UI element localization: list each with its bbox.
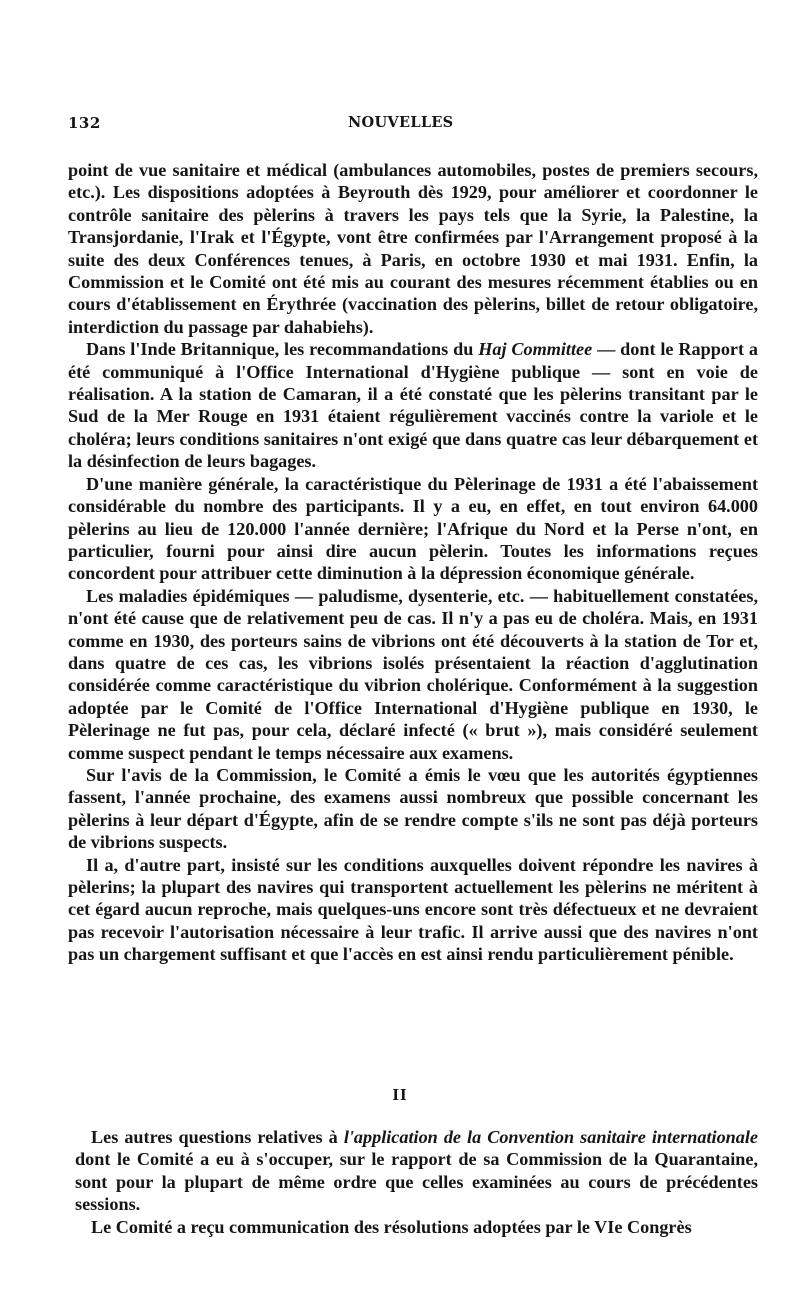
page-number: 132 [68,114,101,132]
paragraph-pilgrim-ships: Il a, d'autre part, insisté sur les conditions auxquelles doivent répondre les navires à pèlerins; la plupart des navires qui transportent actuellement les pèlerins ne méritent à cet égard aucun reproche, mais quelques-uns encore sont très défectueux et ne devraient pas recevoir l'autorisation nécessaire à leur trafic. Il arrive aussi que des navires n'ont pas un chargement suffisant et que l'accès en est ainsi rendu particulièrement pénible. [68,854,758,965]
main-text-block [68,159,758,966]
section-heading-roman: II [392,1085,408,1104]
paragraph-text: Dans l'Inde Britannique, les recommandations du [86,339,479,360]
paragraph-pilgrim-numbers: D'une manière générale, la caractéristique du Pèlerinage de 1931 a été l'abaissement considérable du nombre des participants. Il y a eu, en effet, en tout environ 64.000 pèlerins au lieu de 120.000 l'année dernière; l'Afrique du Nord et la Perse n'ont, en particulier, fourni pour ainsi dire aucun pèlerin. Toutes les informations reçues concordent pour attribuer cette diminution à la dépression économique générale. [68,473,758,584]
section-title: NOUVELLES [348,114,454,131]
paragraph-convention-questions [75,1126,758,1216]
paragraph-congress-resolutions: Le Comité a reçu communication des résolutions adoptées par le VIe Congrès [91,1216,692,1237]
paragraph-epidemic-diseases: Les maladies épidémiques — paludisme, dysenterie, etc. — habituellement constatées, n'ont été cause que de relativement peu de cas. Il n'y a pas eu de choléra. Mais, en 1931 comme en 1930, des porteurs sains de vibrions ont été découverts à la station de Tor et, dans quatre de ces cas, les vibrions isolés présentaient la réaction d'agglutination considérée comme caractéristique du vibrion cholérique. Conformément à la suggestion adoptée par le Comité de l'Office International d'Hygiène publique en 1930, le Pèlerinage ne fut pas, pour cela, déclaré infecté (« brut »), mais considéré seulement comme suspect pendant le temps nécessaire aux examens. [68,585,758,763]
convention-italic: l'application de la Convention sanitaire internationale [343,1127,758,1147]
paragraph-text: Les autres questions relatives à [91,1127,344,1147]
paragraph-british-india [68,338,758,472]
running-head [68,114,758,138]
paragraph-sanitary-arrangements: point de vue sanitaire et médical (ambulances automobiles, postes de premiers secours, etc.). Les dispositions adoptées à Beyrouth dès 1929, pour améliorer et coordonner le contrôle sanitaire des pèlerins à travers les pays tels que la Syrie, la Palestine, la Transjordanie, l'Irak et l'Égypte, vont être confirmées par l'Arrangement proposé à la suite des deux Conférences tenues, à Paris, en octobre 1930 et mai 1931. Enfin, la Commission et le Comité ont été mis au courant des mesures récemment établies ou en cours d'établissement en Érythrée (vaccination des pèlerins, billet de retour obligatoire, interdiction du passage par dahabiehs). [68,160,758,337]
haj-committee-italic: Haj Committee [478,339,593,360]
second-section-text [75,1126,758,1238]
paragraph-text: dont le Comité a eu à s'occuper, sur le rapport de sa Commission de la Quarantaine, sont pour la plupart de même ordre que celles examinées au cours de précédentes sessions. [75,1149,758,1215]
paragraph-text: — dont le Rapport a été communiqué à l'Office International d'Hygiène publique — sont en voie de réalisation. A la station de Camaran, il a été constaté que les pèlerins transitant par le Sud de la Mer Rouge en 1931 étaient régulièrement vaccinés contre la variole et le choléra; leurs conditions sanitaires n'ont exigé que dans quatre cas leur débarquement et la désinfection de leurs bagages. [68,339,759,472]
paragraph-commission-wish: Sur l'avis de la Commission, le Comité a émis le vœu que les autorités égyptiennes fassent, l'année prochaine, des examens aussi nombreux que possible concernant les pèlerins à leur départ d'Égypte, afin de se rendre compte s'ils ne sont pas déjà porteurs de vibrions suspects. [68,764,758,853]
